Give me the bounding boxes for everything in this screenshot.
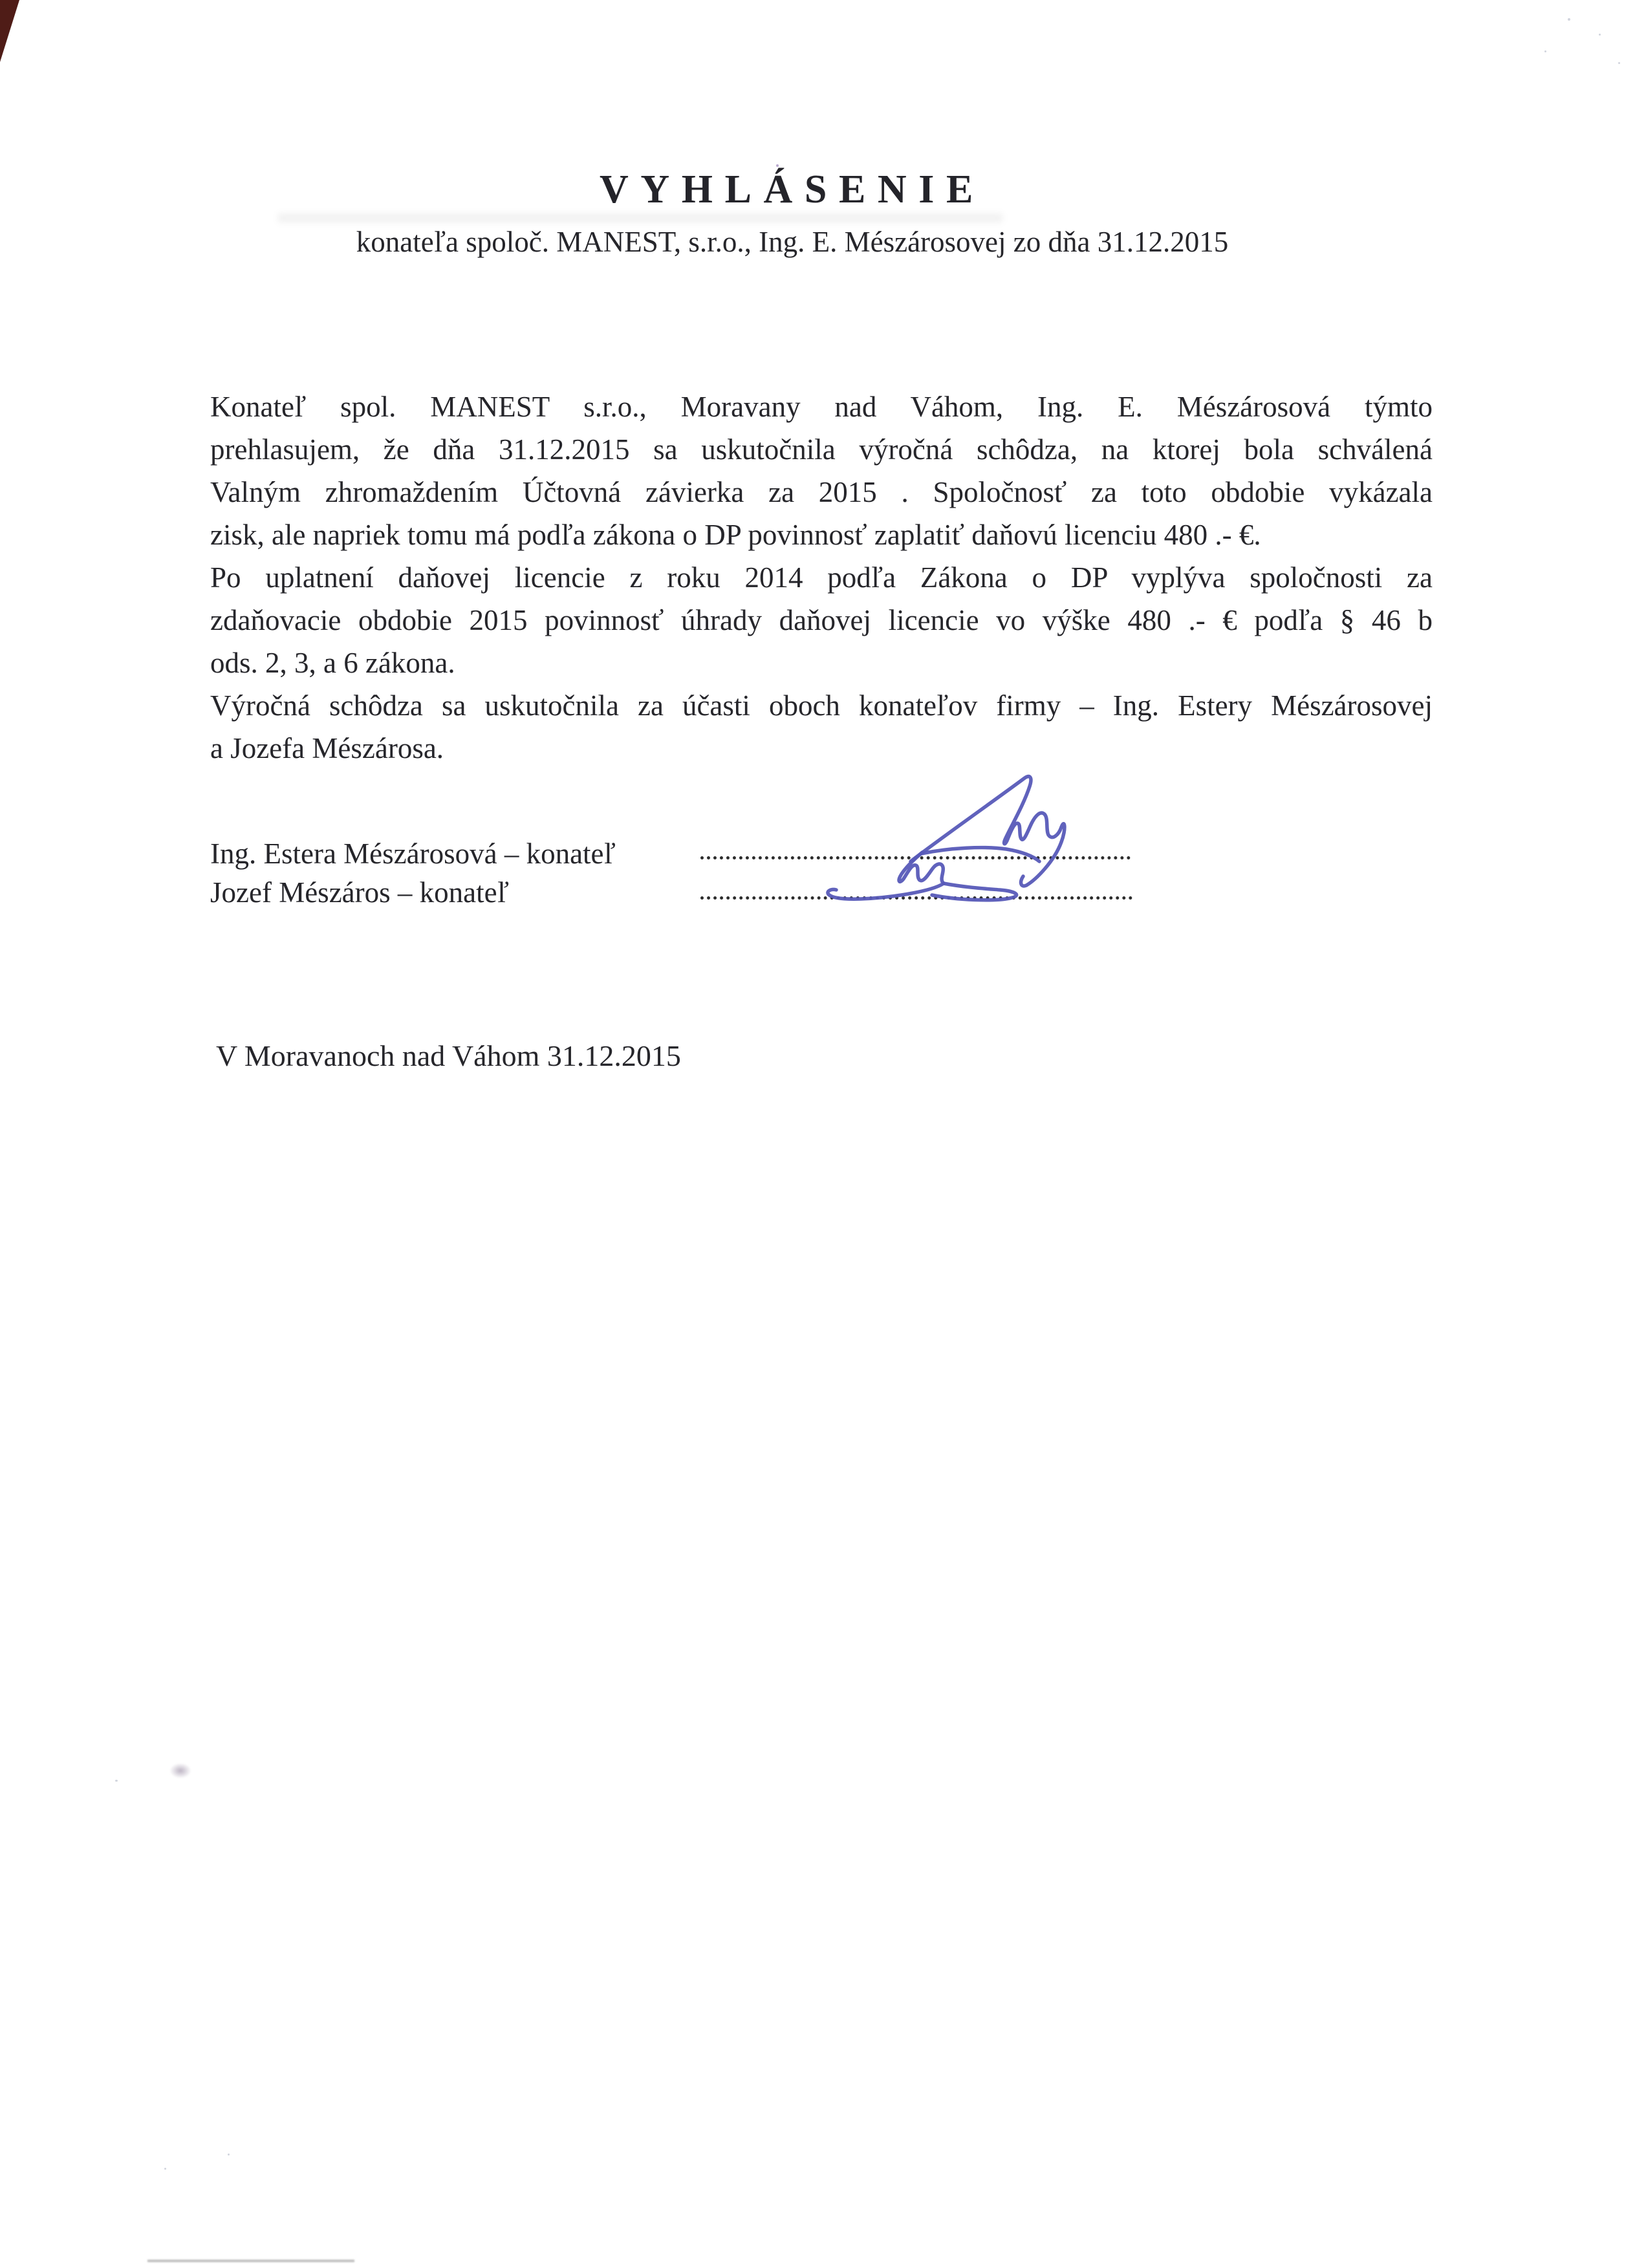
handwritten-signature-ink [744,744,1164,938]
body-line: a Jozefa Mészárosa. [210,732,444,764]
scan-speck [164,2168,166,2170]
scan-corner-fold-artifact [0,0,19,62]
scan-speck [1599,34,1601,36]
scan-ghost-smear-artifact [278,213,1002,222]
scan-speck [776,164,779,167]
body-line: prehlasujem, že dňa 31.12.2015 sa uskutočnila výročná schôdza, na ktorej bola schválená [210,433,1433,466]
body-paragraphs [210,385,1433,770]
body-line: Po uplatnení daňovej licencie z roku 2014 podľa Zákona o DP vyplýva spoločnosti za [210,561,1433,594]
document-subtitle: konateľa spoloč. MANEST, s.r.o., Ing. E. Mészárosovej zo dňa 31.12.2015 [356,226,1229,258]
signatory-2-label: Jozef Mészáros – konateľ [210,876,509,909]
scan-streak-artifact [147,2260,354,2262]
scan-speck [1618,62,1620,64]
scan-speck [1544,50,1546,52]
body-line: ods. 2, 3, a 6 zákona. [210,647,455,679]
scan-speck [228,2154,230,2155]
place-and-date: V Moravanoch nad Váhom 31.12.2015 [216,1039,681,1072]
body-line: zisk, ale napriek tomu má podľa zákona o DP povinnosť zaplatiť daňovú licenciu 480 .- €. [210,519,1261,551]
scan-speck [115,1780,118,1782]
document-title: VYHLÁSENIE [600,167,985,211]
body-line: Konateľ spol. MANEST s.r.o., Moravany nad Váhom, Ing. E. Mészárosová týmto [210,391,1433,423]
scan-speck [1568,18,1570,21]
scan-smudge-artifact [169,1763,191,1778]
signatory-1-label: Ing. Estera Mészárosová – konateľ [210,837,616,870]
body-line: Výročná schôdza sa uskutočnila za účasti oboch konateľov firmy – Ing. Estery Mészárosovej [210,689,1433,722]
body-line: Valným zhromaždením Účtovná závierka za 2015 . Spoločnosť za toto obdobie vykázala [210,476,1433,508]
body-line: zdaňovacie obdobie 2015 povinnosť úhrady daňovej licencie vo výške 480 .- € podľa § 46 b [210,604,1433,636]
